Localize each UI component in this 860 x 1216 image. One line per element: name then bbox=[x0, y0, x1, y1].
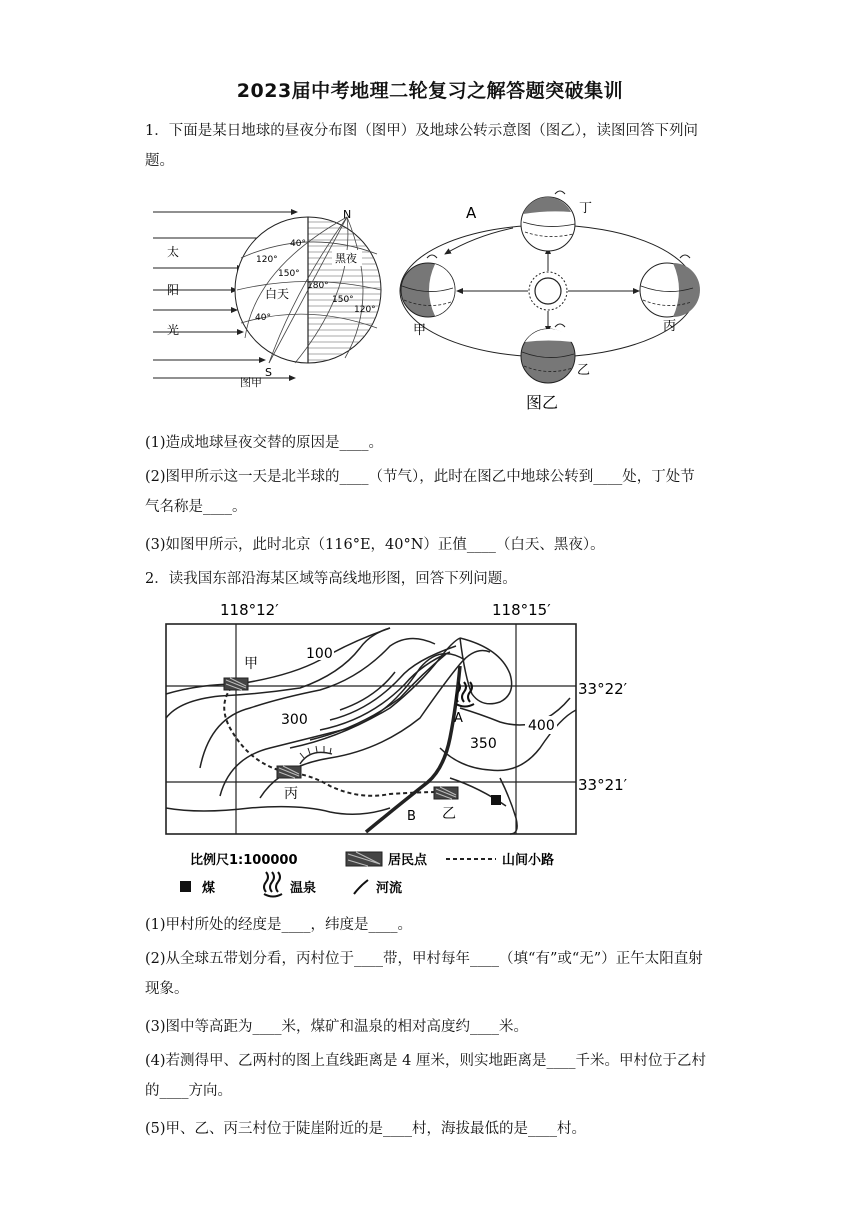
village-yi bbox=[434, 787, 458, 799]
q2-sub5: (5)甲、乙、丙三村位于陡崖附近的是____村，海拔最低的是____村。 bbox=[145, 1121, 587, 1137]
legend-hot-spring: 温泉 bbox=[290, 881, 317, 896]
q2-sub3: (3)图中等高距为____米，煤矿和温泉的相对高度约____米。 bbox=[145, 1019, 529, 1035]
lat-top-label: 33°22′ bbox=[578, 680, 628, 698]
night-label: 黑夜 bbox=[335, 252, 357, 265]
caption-yi: 图乙 bbox=[526, 393, 559, 412]
south-label: S bbox=[265, 366, 272, 379]
q2-questions bbox=[145, 910, 725, 1144]
legend-river-icon bbox=[354, 880, 368, 894]
lon-right-label: 118°15′ bbox=[492, 601, 551, 619]
lat-label-north: 40° bbox=[290, 239, 306, 249]
legend-scale: 比例尺1:100000 bbox=[190, 853, 298, 868]
contour-label-100: 100 bbox=[306, 646, 333, 662]
contour-label-400: 400 bbox=[528, 718, 555, 734]
map-frame bbox=[166, 624, 576, 834]
contour-map bbox=[160, 598, 660, 906]
contour-label-300: 300 bbox=[281, 712, 308, 728]
q2-sub4-line2: 的____方向。 bbox=[145, 1083, 232, 1099]
q1-stem-line2: 题。 bbox=[145, 153, 174, 169]
village-yi-label: 乙 bbox=[442, 806, 456, 822]
position-yi: 乙 bbox=[577, 363, 591, 378]
coal-icon bbox=[491, 795, 501, 805]
north-label: N bbox=[343, 208, 352, 221]
lon-left-label: 118°12′ bbox=[220, 601, 279, 619]
q1-sub3: (3)如图甲所示，此时北京（116°E，40°N）正值____（白天、黑夜）。 bbox=[145, 537, 605, 553]
q1-stem-line1: 1．下面是某日地球的昼夜分布图（图甲）及地球公转示意图（图乙），读图回答下列问 bbox=[145, 123, 698, 139]
q1-sub2-line1: (2)图甲所示这一天是北半球的____（节气），此时在图乙中地球公转到____处，丁处节 bbox=[145, 469, 695, 485]
legend-hot-spring-icon bbox=[264, 872, 282, 897]
legend-coal-icon bbox=[180, 881, 191, 892]
arrow-label-a: A bbox=[466, 204, 477, 222]
q2-stem: 2．读我国东部沿海某区域等高线地形图，回答下列问题。 bbox=[145, 571, 517, 587]
legend-river: 河流 bbox=[376, 881, 403, 896]
sun-icon bbox=[529, 272, 567, 310]
lat-bottom-label: 33°21′ bbox=[578, 776, 628, 794]
lon-label-1: 120° bbox=[256, 255, 278, 265]
village-bing-label: 丙 bbox=[284, 786, 298, 802]
village-jia bbox=[224, 678, 248, 690]
figure-jia bbox=[145, 198, 395, 392]
position-jia: 甲 bbox=[413, 323, 427, 338]
q2-sub1: (1)甲村所处的经度是____，纬度是____。 bbox=[145, 917, 413, 933]
village-jia-label: 甲 bbox=[244, 656, 258, 672]
legend-path: 山间小路 bbox=[502, 853, 555, 868]
sun-char-3: 光 bbox=[167, 323, 180, 337]
q1-sub2-line2: 气名称是____。 bbox=[145, 499, 247, 515]
legend-residence: 居民点 bbox=[388, 853, 428, 868]
q2-sub2-line1: (2)从全球五带划分看，丙村位于____带，甲村每年____（填“有”或“无”）正午太阳直射 bbox=[145, 951, 703, 967]
sun-char-2: 阳 bbox=[167, 283, 180, 297]
lon-label-4: 150° bbox=[332, 295, 354, 305]
q2-sub2-line2: 现象。 bbox=[145, 981, 189, 997]
page-title: 2023届中考地理二轮复习之解答题突破集训 bbox=[236, 80, 624, 102]
lat-label-south: 40° bbox=[255, 313, 271, 323]
q1-stem bbox=[145, 116, 725, 176]
q1-questions bbox=[145, 428, 725, 594]
lon-label-5: 120° bbox=[354, 305, 376, 315]
legend-coal: 煤 bbox=[202, 881, 216, 896]
position-bing: 丙 bbox=[663, 319, 677, 334]
contour-label-350: 350 bbox=[470, 736, 497, 752]
point-a-label: A bbox=[454, 711, 463, 726]
position-ding: 丁 bbox=[579, 201, 593, 216]
q1-sub1: (1)造成地球昼夜交替的原因是____。 bbox=[145, 435, 384, 451]
legend-residence-icon bbox=[346, 852, 382, 866]
figure-yi bbox=[395, 184, 715, 416]
earth-jia bbox=[401, 255, 455, 317]
lon-label-3: 180° bbox=[307, 281, 329, 291]
day-label: 白天 bbox=[265, 287, 290, 301]
village-bing bbox=[277, 766, 301, 778]
earth-yi bbox=[521, 324, 575, 383]
q2-sub4-line1: (4)若测得甲、乙两村的图上直线距离是 4 厘米，则实地距离是____千米。甲村位于乙村 bbox=[145, 1053, 706, 1069]
earth-ding bbox=[521, 191, 575, 251]
sun-char-1: 太 bbox=[167, 245, 180, 259]
point-b-label: B bbox=[407, 809, 416, 824]
lon-label-2: 150° bbox=[278, 269, 300, 279]
earth-bing bbox=[640, 255, 700, 317]
caption-jia: 图甲 bbox=[240, 376, 262, 389]
